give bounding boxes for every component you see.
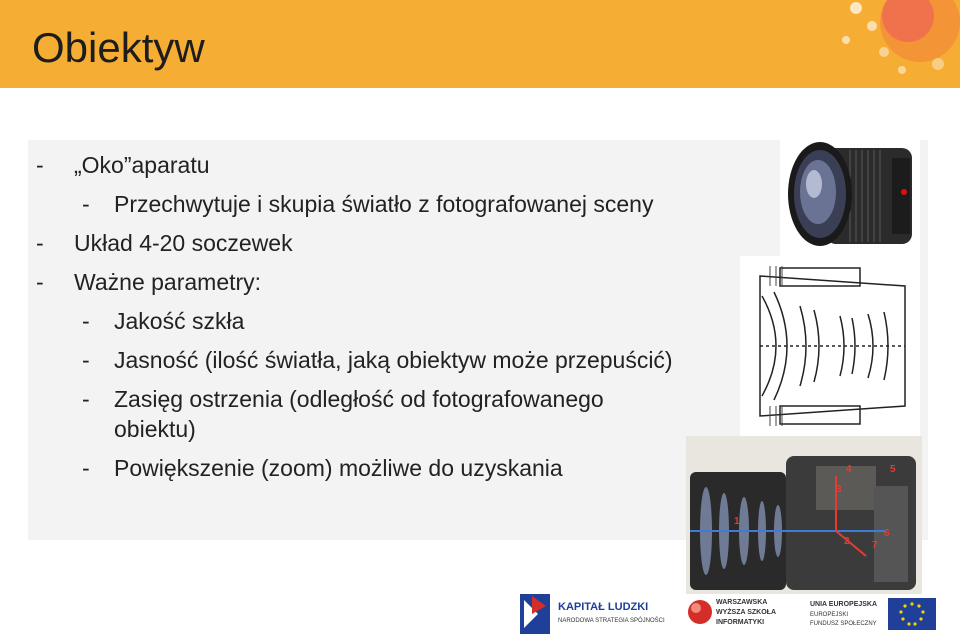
bullet-item: - „Oko”aparatu	[36, 152, 210, 178]
svg-text:EUROPEJSKI: EUROPEJSKI	[810, 612, 849, 618]
bullet-item: - Przechwytuje i skupia światło z fotografowanej sceny	[82, 191, 654, 217]
camera-label-6: 6	[884, 528, 890, 539]
camera-label-3: 3	[836, 484, 842, 495]
svg-text:INFORMATYKI: INFORMATYKI	[716, 619, 765, 626]
camera-label-2: 2	[844, 536, 850, 547]
bullet-item: - Ważne parametry:	[36, 269, 262, 295]
lens-cross-section-diagram	[740, 256, 920, 436]
svg-text:WYŻSZA SZKOŁA: WYŻSZA SZKOŁA	[716, 609, 777, 616]
svg-text:WARSZAWSKA: WARSZAWSKA	[716, 599, 768, 606]
bullet-text: Przechwytuje i skupia światło z fotografowanej sceny	[114, 191, 654, 217]
kapital-ludzki-logo	[520, 594, 665, 634]
bullet-text: Zasięg ostrzenia (odległość od fotografowanego obiektu)	[114, 386, 604, 442]
svg-text:NARODOWA STRATEGIA SPÓJNOŚCI: NARODOWA STRATEGIA SPÓJNOŚCI	[558, 618, 665, 624]
bullet-item: - Układ 4-20 soczewek	[36, 230, 293, 256]
camera-cutaway-photo	[686, 436, 922, 594]
decorative-sphere-icon	[760, 0, 960, 88]
wwsi-logo	[688, 599, 776, 626]
bullet-text: Powiększenie (zoom) możliwe do uzyskania	[114, 455, 563, 481]
bullet-item: - Jakość szkła	[82, 308, 245, 334]
camera-label-5: 5	[890, 464, 896, 475]
camera-label-4: 4	[846, 464, 852, 475]
lens-photo	[780, 128, 920, 256]
footer-logos	[510, 590, 950, 638]
camera-label-1: 1	[734, 516, 740, 527]
bullet-text: Jasność (ilość światła, jaką obiektyw może przepuścić)	[114, 347, 673, 373]
camera-label-7: 7	[872, 540, 878, 551]
svg-text:KAPITAŁ LUDZKI: KAPITAŁ LUDZKI	[558, 601, 649, 613]
svg-text:UNIA EUROPEJSKA: UNIA EUROPEJSKA	[810, 601, 878, 608]
bullet-text: Ważne parametry:	[74, 269, 262, 295]
bullet-list	[36, 150, 686, 492]
bullet-text: „Oko”aparatu	[74, 152, 210, 178]
bullet-text: Układ 4-20 soczewek	[74, 230, 293, 256]
bullet-item: - Jasność (ilość światła, jaką obiektyw może przepuścić)	[82, 347, 673, 373]
eu-logo	[810, 598, 936, 630]
bullet-item: - Zasięg ostrzenia (odległość od fotografowanego obiektu)	[82, 386, 604, 442]
bullet-item: - Powiększenie (zoom) możliwe do uzyskania	[82, 455, 563, 481]
title-bar	[0, 0, 960, 88]
bullet-text: Jakość szkła	[114, 308, 245, 334]
slide-title: Obiektyw	[32, 24, 205, 71]
svg-text:FUNDUSZ SPOŁECZNY: FUNDUSZ SPOŁECZNY	[810, 621, 877, 627]
